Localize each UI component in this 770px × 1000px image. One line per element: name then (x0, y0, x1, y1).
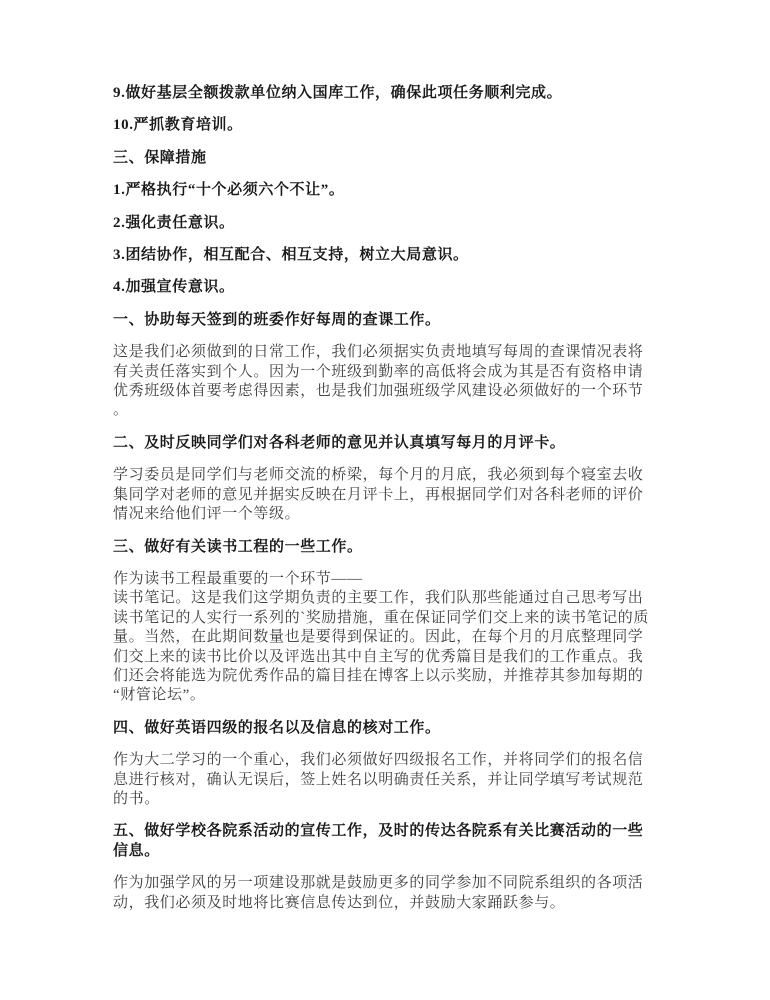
text-line: 有关责任落实到个人。因为一个班级到勤率的高低将会成为其是否有资格申请 (113, 363, 644, 380)
text-line: 情况来给他们评一个等级。 (113, 506, 301, 523)
heading-block (113, 214, 649, 233)
text-line: 。 (113, 402, 129, 419)
text-line: 量。当然，在此期间数量也是要得到保证的。因此，在每个月的月底整理同学 (113, 629, 644, 646)
paragraph-block (113, 466, 649, 524)
heading-block (113, 719, 649, 738)
text-line: 10.严抓教育培训。 (113, 117, 243, 134)
heading-block (113, 434, 649, 453)
text-line: 3.团结协作，相互配合、相互支持，树立大局意识。 (113, 247, 469, 264)
text-line: 动，我们必须及时地将比赛信息传达到位，并鼓励大家踊跃参与。 (113, 894, 566, 911)
text-line: 优秀班级体首要考虑得因素，也是我们加强班级学风建设必须做好的一个环节 (113, 383, 644, 400)
text-line: 三、保障措施 (113, 149, 207, 166)
text-line: 二、及时反映同学们对各科老师的意见并认真填写每月的月评卡。 (113, 434, 566, 451)
text-line: 一、协助每天签到的班委作好每周的查课工作。 (113, 311, 441, 328)
heading-block (113, 116, 649, 135)
paragraph-block (113, 751, 649, 809)
heading-block (113, 84, 649, 103)
heading-block (113, 311, 649, 330)
heading-block (113, 246, 649, 265)
text-line: 学习委员是同学们与老师交流的桥梁，每个月的月底，我必须到每个寝室去收 (113, 467, 644, 484)
heading-block (113, 278, 649, 297)
heading-block (113, 538, 649, 557)
text-line: 作为加强学风的另一项建设那就是鼓励更多的同学参加不同院系组织的各项活 (113, 875, 644, 892)
document-body (113, 84, 649, 926)
text-line: 这是我们必须做到的日常工作，我们必须据实负责地填写每周的查课情况表将 (113, 344, 644, 361)
text-line: 4.加强宣传意识。 (113, 279, 235, 296)
text-line: 读书笔记的人实行一系列的`奖励措施，重在保证同学们交上来的读书笔记的质 (113, 609, 649, 626)
text-line: 9.做好基层全额拨款单位纳入国库工作，确保此项任务顺利完成。 (113, 85, 563, 101)
text-line: 作为读书工程最重要的一个环节—— (113, 570, 363, 587)
text-line: 息进行核对，确认无误后，签上姓名以明确责任关系，并让同学填写考试规范 (113, 771, 644, 788)
text-line: 们交上来的读书比价以及评选出其中自主写的优秀篇目是我们的工作重点。我 (113, 648, 644, 665)
paragraph-block (113, 874, 649, 913)
text-line: 集同学对老师的意见并据实反映在月评卡上，再根据同学们对各科老师的评价 (113, 486, 644, 503)
paragraph-block (113, 570, 649, 706)
text-line: “财管论坛”。 (113, 687, 206, 704)
heading-block (113, 181, 649, 200)
text-line: 们还会将能选为院优秀作品的篇目挂在博客上以示奖励，并推荐其参加每期的 (113, 667, 644, 684)
text-line: 2.强化责任意识。 (113, 214, 235, 231)
text-line: 的书。 (113, 790, 160, 807)
text-line: 读书笔记。这是我们这学期负责的主要工作，我们队那些能通过自己思考写出 (113, 590, 644, 607)
text-line: 三、做好有关读书工程的一些工作。 (113, 538, 363, 555)
paragraph-block (113, 343, 649, 421)
text-line: 信息。 (113, 842, 160, 859)
text-line: 1.严格执行“十个必须六个不让”。 (113, 182, 345, 199)
text-line: 作为大二学习的一个重心，我们必须做好四级报名工作，并将同学们的报名信 (113, 752, 644, 769)
heading-block (113, 822, 649, 861)
text-line: 四、做好英语四级的报名以及信息的核对工作。 (113, 719, 441, 736)
text-line: 五、做好学校各院系活动的宣传工作，及时的传达各院系有关比赛活动的一些 (113, 823, 644, 840)
heading-block (113, 149, 649, 168)
